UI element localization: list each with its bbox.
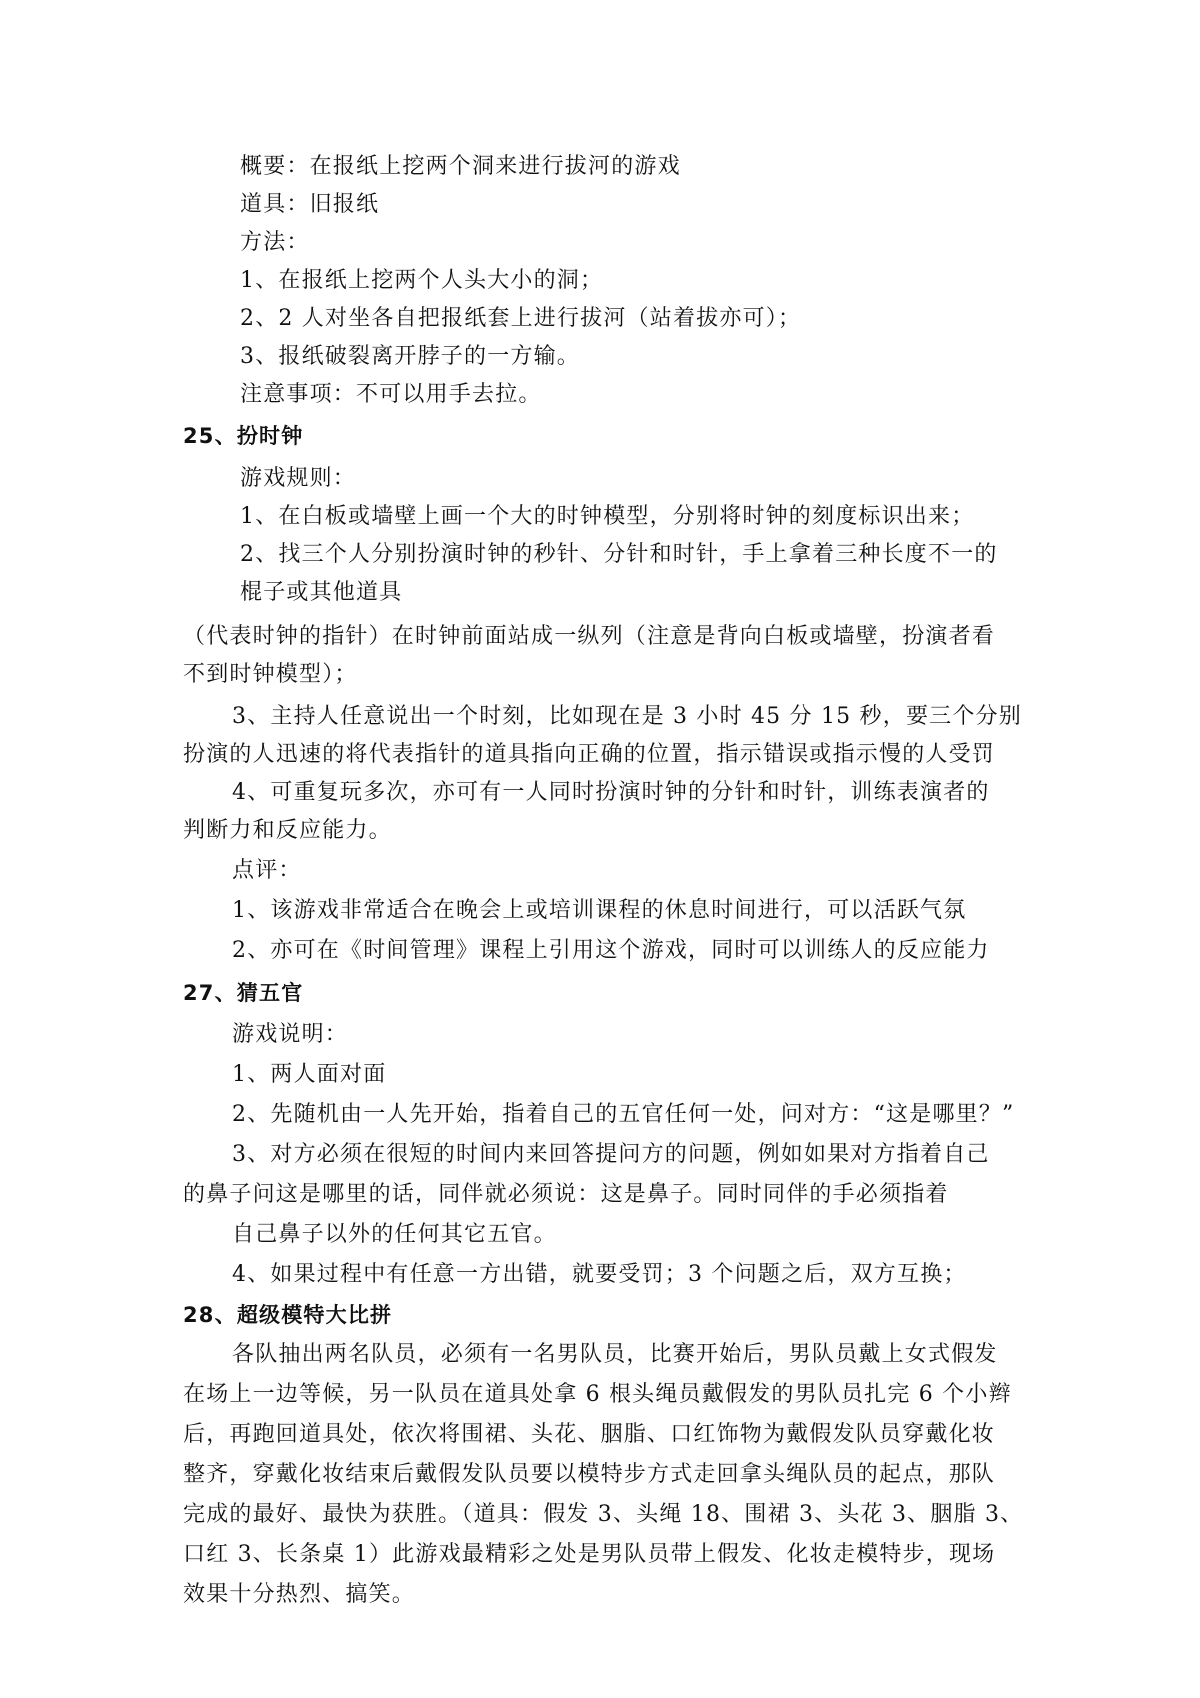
desc-line: 4、如果过程中有任意一方出错，就要受罚；3 个问题之后，双方互换；: [232, 1262, 967, 1287]
paragraph-line: 效果十分热烈、搞笑。: [183, 1582, 416, 1607]
desc-line: 自己鼻子以外的任何其它五官。: [232, 1222, 557, 1247]
paragraph-line: 口红 3、长条桌 1）此游戏最精彩之处是男队员带上假发、化妆走模特步，现场: [183, 1542, 996, 1567]
paragraph-line: 各队抽出两名队员，必须有一名男队员，比赛开始后，男队员戴上女式假发: [232, 1342, 998, 1367]
paragraph-line: 在场上一边等候，另一队员在道具处拿 6 根头绳员戴假发的男队员扎完 6 个小辫: [183, 1382, 1012, 1407]
paragraph-line: 整齐，穿戴化妆结束后戴假发队员要以模特步方式走回拿头绳队员的起点，那队: [183, 1462, 996, 1487]
props-line: 道具：旧报纸: [240, 192, 380, 217]
rule-line: 判断力和反应能力。: [183, 818, 392, 843]
rule-line: 2、找三个人分别扮演时钟的秒针、分针和时针，手上拿着三种长度不一的: [240, 542, 998, 567]
desc-line: 1、两人面对面: [232, 1062, 387, 1087]
method-step: 3、报纸破裂离开脖子的一方输。: [240, 344, 580, 369]
rule-line: （代表时钟的指针）在时钟前面站成一纵列（注意是背向白板或墙壁，扮演者看: [183, 624, 996, 649]
section-heading: 28、超级模特大比拼: [183, 1303, 393, 1327]
desc-label: 游戏说明：: [232, 1022, 349, 1047]
comment-label: 点评：: [232, 858, 302, 883]
method-label: 方法：: [240, 230, 310, 255]
comment-line: 2、亦可在《时间管理》课程上引用这个游戏，同时可以训练人的反应能力: [232, 938, 990, 963]
rule-line: 3、主持人任意说出一个时刻，比如现在是 3 小时 45 分 15 秒，要三个分别: [232, 704, 1022, 729]
paragraph-line: 完成的最好、最快为获胜。（道具：假发 3、头绳 18、围裙 3、头花 3、胭脂 3、: [183, 1502, 1024, 1527]
paragraph-line: 后，再跑回道具处，依次将围裙、头花、胭脂、口红饰物为戴假发队员穿戴化妆: [183, 1422, 996, 1447]
desc-line: 2、先随机由一人先开始，指着自己的五官任何一处，问对方：“这是哪里？”: [232, 1102, 1015, 1127]
note-line: 注意事项：不可以用手去拉。: [240, 382, 542, 407]
desc-line: 的鼻子问这是哪里的话，同伴就必须说：这是鼻子。同时同伴的手必须指着: [183, 1182, 949, 1207]
rule-line: 扮演的人迅速的将代表指针的道具指向正确的位置，指示错误或指示慢的人受罚: [183, 742, 996, 767]
rule-line: 棍子或其他道具: [240, 580, 403, 605]
method-step: 1、在报纸上挖两个人头大小的洞；: [240, 268, 604, 293]
method-step: 2、2 人对坐各自把报纸套上进行拔河（站着拔亦可）；: [240, 306, 802, 331]
rule-line: 不到时钟模型）；: [183, 662, 358, 687]
section-heading: 25、扮时钟: [183, 424, 304, 448]
rule-line: 1、在白板或墙壁上画一个大的时钟模型，分别将时钟的刻度标识出来；: [240, 504, 975, 529]
rules-label: 游戏规则：: [240, 466, 357, 491]
rule-line: 4、可重复玩多次，亦可有一人同时扮演时钟的分针和时针，训练表演者的: [232, 780, 990, 805]
desc-line: 3、对方必须在很短的时间内来回答提问方的问题，例如如果对方指着自己: [232, 1142, 990, 1167]
summary-line: 概要：在报纸上挖两个洞来进行拔河的游戏: [240, 154, 681, 179]
comment-line: 1、该游戏非常适合在晚会上或培训课程的休息时间进行，可以活跃气氛: [232, 898, 967, 923]
section-heading: 27、猜五官: [183, 981, 304, 1005]
